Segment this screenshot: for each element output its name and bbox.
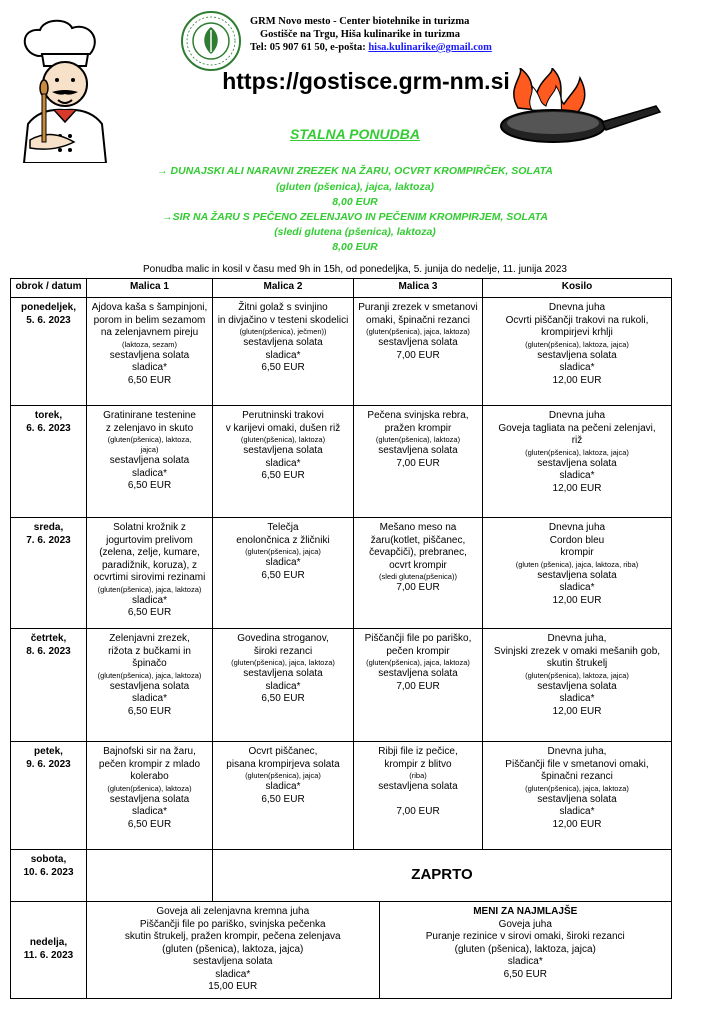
menu-line: široki rezanci [253, 645, 313, 657]
menu-line: (gluten(pšenica), jajca, laktoza) [525, 783, 629, 793]
closed-label: ZAPRTO [213, 850, 672, 902]
website-url[interactable]: https://gostisce.grm-nm.si [222, 68, 510, 94]
flaming-pan-illustration [498, 68, 663, 160]
menu-line: sestavljena solata [243, 337, 323, 348]
day-row [11, 629, 672, 742]
menu-line: (laktoza, sezam) [121, 339, 178, 349]
menu-line: (gluten (pšenica), laktoza, jajca) [162, 943, 304, 955]
menu-line: 7,00 EUR [396, 806, 440, 817]
menu-line: Cordon bleu [549, 534, 605, 546]
menu-line: 6,50 EUR [261, 693, 305, 704]
menu-line: 7,00 EUR [396, 582, 440, 593]
fixed-offer-title: STALNA PONUDBA [290, 126, 420, 142]
meal-cell [354, 406, 483, 518]
menu-line: (gluten(pšenica), jajca, laktoza) [366, 658, 470, 667]
menu-line: sestavljena solata [193, 956, 273, 967]
menu-line: enolončnica z žličniki [236, 534, 330, 546]
menu-line: Telečja [267, 522, 299, 533]
menu-line: Puranji zrezek v smetanovi [358, 302, 478, 313]
menu-line: sestavljena solata [378, 445, 458, 456]
menu-line: Dnevna juha, [547, 633, 607, 644]
menu-line: sestavljena solata [243, 445, 323, 456]
menu-line: Dnevna juha, [547, 746, 607, 757]
column-header: Malica 3 [354, 279, 483, 298]
meal-cell [213, 629, 354, 742]
menu-line: Solatni krožnik z [113, 522, 186, 533]
day-date: 11. 6. 2023 [23, 949, 74, 961]
menu-line: 6,50 EUR [127, 607, 172, 618]
meal-cell [87, 629, 213, 742]
menu-line: 7,00 EUR [396, 680, 440, 692]
menu-line: porom in belim sezamom [93, 314, 206, 326]
menu-line: v karijevi omaki, dušen riž [225, 422, 341, 434]
contact-line [250, 41, 550, 54]
menu-line: sladica* [215, 968, 251, 980]
menu-line: (sledi glutena(pšenica)) [379, 572, 457, 581]
menu-line: Goveja juha [498, 918, 552, 930]
menu-line: sladica* [265, 680, 301, 692]
kids-menu [380, 902, 672, 998]
school-name: GRM Novo mesto - Center biotehnike in turizma [250, 16, 470, 27]
menu-line: (gluten(pšenica), jajca, laktoza) [231, 658, 335, 667]
day-row [11, 742, 672, 850]
day-row [11, 298, 672, 406]
meal-cell [354, 629, 483, 742]
menu-line: (gluten(pšenica), ječmen)) [239, 327, 327, 336]
menu-line: sestavljena solata [537, 680, 617, 692]
menu-line: pečen krompir z mlado [98, 758, 201, 770]
menu-line: Piščančji file po pariško, svinjska pečenka [139, 918, 326, 930]
menu-line: skutin štrukelj [546, 658, 608, 669]
sunday-row [11, 902, 672, 999]
menu-line: 6,50 EUR [127, 480, 172, 491]
meal-cell [87, 518, 213, 629]
fixed-offer-item-2: →SIR NA ŽARU S PEČENO ZELENJAVO IN PEČENIM KROMPIRJEM, SOLATA [162, 211, 548, 223]
day-name: petek, [34, 746, 63, 757]
menu-line: (gluten(pšenica), laktoza, jajca) [525, 339, 629, 349]
day-name: sobota, [30, 854, 67, 865]
column-header: Kosilo [483, 279, 672, 298]
menu-line: pisana krompirjeva solata [226, 758, 340, 770]
day-date: 6. 6. 2023 [26, 422, 71, 434]
menu-line: paradižnik, koruza), z [101, 559, 198, 571]
day-cell [11, 850, 87, 902]
menu-line [357, 794, 479, 807]
menu-line: krompir [560, 547, 594, 558]
menu-line: skutin štrukelj, pražen krompir, pečena zelenjava [124, 931, 341, 942]
meal-cell [483, 406, 672, 518]
menu-line: sladica* [265, 781, 301, 792]
meal-cell [483, 742, 672, 850]
day-date: 7. 6. 2023 [26, 534, 71, 546]
meal-cell [354, 298, 483, 406]
menu-line: 7,00 EUR [396, 457, 440, 469]
menu-line: Žitni golaž s svinjino [238, 302, 328, 313]
menu-line: Goveja ali zelenjavna kremna juha [156, 906, 310, 917]
menu-line: sladica* [507, 956, 543, 967]
menu-line: (riba) [409, 771, 427, 780]
school-seal-logo [180, 10, 242, 72]
menu-line: (gluten(pšenica), jajca, laktoza) [366, 327, 470, 336]
kids-menu-title: MENI ZA NAJMLAJŠE [473, 906, 578, 917]
day-cell [11, 406, 87, 518]
menu-line: 12,00 EUR [552, 705, 602, 717]
menu-line: 6,50 EUR [261, 470, 305, 481]
menu-line: 6,50 EUR [261, 793, 305, 805]
meal-cell [354, 742, 483, 850]
meal-cell [213, 518, 354, 629]
menu-line: 12,00 EUR [552, 482, 602, 494]
menu-line: 12,00 EUR [552, 594, 602, 606]
meal-cell [354, 518, 483, 629]
day-date: 10. 6. 2023 [23, 866, 74, 878]
menu-line: (gluten(pšenica), laktoza, jajca) [525, 670, 629, 680]
menu-line: sestavljena solata [537, 457, 617, 469]
menu-line: sestavljena solata [109, 349, 190, 361]
menu-line: (zelena, zelje, kumare, [99, 547, 200, 558]
menu-line: Piščančji file po pariško, [364, 633, 472, 644]
menu-line: Piščančji file v smetanovi omaki, [505, 758, 649, 770]
menu-line: Dnevna juha [548, 522, 606, 533]
menu-line: sladica* [131, 693, 168, 704]
menu-line: sestavljena solata [537, 793, 617, 805]
weekly-menu-table [10, 278, 672, 999]
menu-line: (gluten(pšenica), laktoza, [107, 435, 192, 444]
menu-line: 6,50 EUR [127, 818, 172, 830]
menu-line: sladica* [131, 806, 168, 817]
empty-cell [87, 850, 213, 902]
sunday-menu-cell [87, 902, 672, 999]
menu-line: riž [571, 435, 583, 446]
day-row [11, 518, 672, 629]
menu-line: žaru(kotlet, piščanec, [370, 534, 466, 546]
menu-line: špinačo [132, 658, 167, 669]
menu-line: (gluten (pšenica), laktoza, jajca) [454, 943, 596, 955]
menu-line: sladica* [131, 594, 168, 606]
menu-line: Ocvrt piščanec, [248, 746, 318, 757]
menu-line: 15,00 EUR [208, 981, 258, 992]
weekly-offer-intro: Ponudba malic in kosil v času med 9h in 15h, od ponedeljka, 5. junija do nedelje, 11. junija 2023 [143, 264, 567, 275]
menu-line: sestavljena solata [109, 680, 190, 692]
menu-line: krompirjevi krhlji [541, 327, 613, 338]
menu-line: Dnevna juha [548, 410, 606, 421]
menu-line: Zelenjavni zrezek, [109, 633, 190, 644]
table-header-row [11, 279, 672, 298]
column-header: Malica 2 [213, 279, 354, 298]
meal-cell [87, 298, 213, 406]
day-name: ponedeljek, [20, 302, 76, 313]
menu-line: (gluten(pšenica), laktoza) [375, 435, 461, 444]
menu-line: sestavljena solata [537, 569, 617, 581]
menu-line: sladica* [265, 349, 301, 361]
menu-line: sestavljena solata [109, 793, 190, 805]
menu-line: pečen krompir [386, 645, 450, 657]
menu-line: sladica* [559, 582, 595, 593]
menu-line: in divjačino v testeni skodelici [217, 314, 349, 326]
meal-cell [483, 518, 672, 629]
menu-line: Gratinirane testenine [103, 410, 196, 421]
menu-line: z zelenjavo in skuto [105, 422, 194, 434]
column-header: Malica 1 [87, 279, 213, 298]
menu-line: Perutninski trakovi [242, 410, 324, 421]
menu-line: 6,50 EUR [127, 705, 172, 717]
fixed-offer-item-1-allergens: (gluten (pšenica), jajca, laktoza) [275, 181, 435, 193]
menu-line: Dnevna juha [548, 302, 606, 313]
menu-line: Goveja tagliata na pečeni zelenjavi, [498, 422, 656, 434]
menu-line: 6,50 EUR [261, 362, 305, 373]
menu-line: sladica* [131, 467, 168, 479]
menu-line: 12,00 EUR [552, 818, 602, 830]
meal-cell [213, 742, 354, 850]
sunday-lunch-menu [87, 902, 380, 998]
menu-line: sladica* [265, 457, 301, 469]
menu-line: Govedina stroganov, [237, 633, 329, 644]
menu-line: špinačni rezanci [541, 771, 613, 782]
fixed-offer-item-1-price: 8,00 EUR [332, 196, 378, 208]
menu-line: sestavljena solata [378, 781, 458, 792]
menu-line: sladica* [559, 362, 595, 373]
menu-line: 6,50 EUR [127, 374, 172, 386]
menu-line: Ocvrti piščančji trakovi na rukoli, [505, 314, 649, 326]
menu-line: (gluten(pšenica), laktoza, jajca) [525, 447, 629, 457]
menu-line: (gluten(pšenica), jajca) [245, 547, 321, 556]
fixed-offer-item-2-price: 8,00 EUR [332, 241, 378, 253]
menu-line: (gluten(pšenica), jajca, laktoza) [97, 670, 202, 680]
meal-cell [87, 406, 213, 518]
menu-line: na zelenjavnem pireju [100, 327, 199, 338]
menu-line: 6,50 EUR [261, 569, 305, 581]
menu-line: sestavljena solata [378, 337, 458, 348]
menu-line: Pečena svinjska rebra, [367, 410, 469, 421]
menu-line: (gluten(pšenica), jajca, laktoza) [97, 584, 202, 594]
menu-line: sladica* [559, 806, 595, 817]
meal-cell [213, 406, 354, 518]
menu-line: (gluten(pšenica), jajca) [245, 771, 321, 780]
phone-text: Tel: 05 907 61 50, e-pošta: [250, 42, 369, 53]
day-row [11, 406, 672, 518]
menu-line: kolerabo [130, 771, 169, 782]
meal-cell [87, 742, 213, 850]
menu-line: (gluten (pšenica), jajca, laktoza, riba) [515, 559, 639, 569]
day-date: 8. 6. 2023 [26, 645, 71, 657]
column-header: obrok / datum [11, 279, 87, 298]
menu-line: sladica* [265, 557, 301, 568]
menu-line: rižota z bučkami in [108, 645, 191, 657]
menu-line: ocvrtimi sirovimi rezinami [93, 572, 206, 583]
menu-line: sladica* [559, 470, 595, 481]
day-cell [11, 298, 87, 406]
menu-line: sladica* [131, 362, 168, 373]
day-cell [11, 629, 87, 742]
menu-line: krompir z blitvo [384, 758, 452, 770]
restaurant-unit: Gostišče na Trgu, Hiša kulinarike in turizma [260, 29, 461, 40]
day-name: četrtek, [30, 633, 67, 644]
menu-line: 7,00 EUR [396, 349, 440, 361]
day-cell [11, 518, 87, 629]
menu-line: čevapčiči), prebranec, [369, 547, 467, 558]
menu-line: Svinjski zrezek v omaki mešanih gob, [493, 645, 661, 657]
menu-line: ocvrt krompir [389, 559, 447, 571]
menu-line: jogurtovim prelivom [106, 534, 193, 546]
day-name: torek, [34, 410, 63, 421]
menu-line: Bajnofski sir na žaru, [103, 746, 196, 757]
menu-line: Puranje rezinice v sirovi omaki, široki rezanci [425, 931, 625, 942]
menu-line: Ribji file iz pečice, [378, 746, 458, 757]
menu-line: 6,50 EUR [503, 968, 547, 980]
menu-line: Ajdova kaša s šampinjoni, [91, 302, 208, 313]
day-date: 5. 6. 2023 [26, 314, 71, 326]
day-cell [11, 902, 87, 999]
menu-line: (gluten(pšenica), laktoza) [107, 783, 192, 793]
email-link[interactable]: hisa.kulinarike@gmail.com [368, 42, 492, 53]
menu-line: omaki, špinačni rezanci [366, 314, 470, 326]
menu-line: sestavljena solata [109, 455, 190, 466]
day-name: nedelja, [29, 937, 68, 949]
menu-line: sestavljena solata [537, 349, 617, 361]
menu-line: sestavljena solata [243, 668, 323, 679]
day-cell [11, 742, 87, 850]
menu-line: Mešano meso na [379, 522, 457, 533]
meal-cell [483, 298, 672, 406]
day-date: 9. 6. 2023 [26, 758, 71, 770]
fixed-offer-item-1: → DUNAJSKI ALI NARAVNI ZREZEK NA ŽARU, OCVRT KROMPIRČEK, SOLATA [157, 165, 553, 177]
day-name: sreda, [33, 522, 64, 533]
restaurant-header [250, 15, 550, 54]
menu-line: 12,00 EUR [552, 374, 602, 386]
saturday-row [11, 850, 672, 902]
fixed-offer-item-2-allergens: (sledi glutena (pšenica), laktoza) [274, 226, 436, 238]
menu-line: (gluten(pšenica), laktoza) [240, 435, 326, 444]
meal-cell [213, 298, 354, 406]
menu-line: sestavljena solata [378, 668, 458, 679]
menu-line: jajca) [140, 445, 159, 454]
menu-line: pražen krompir [384, 422, 452, 434]
meal-cell [483, 629, 672, 742]
menu-line: sladica* [559, 693, 595, 704]
